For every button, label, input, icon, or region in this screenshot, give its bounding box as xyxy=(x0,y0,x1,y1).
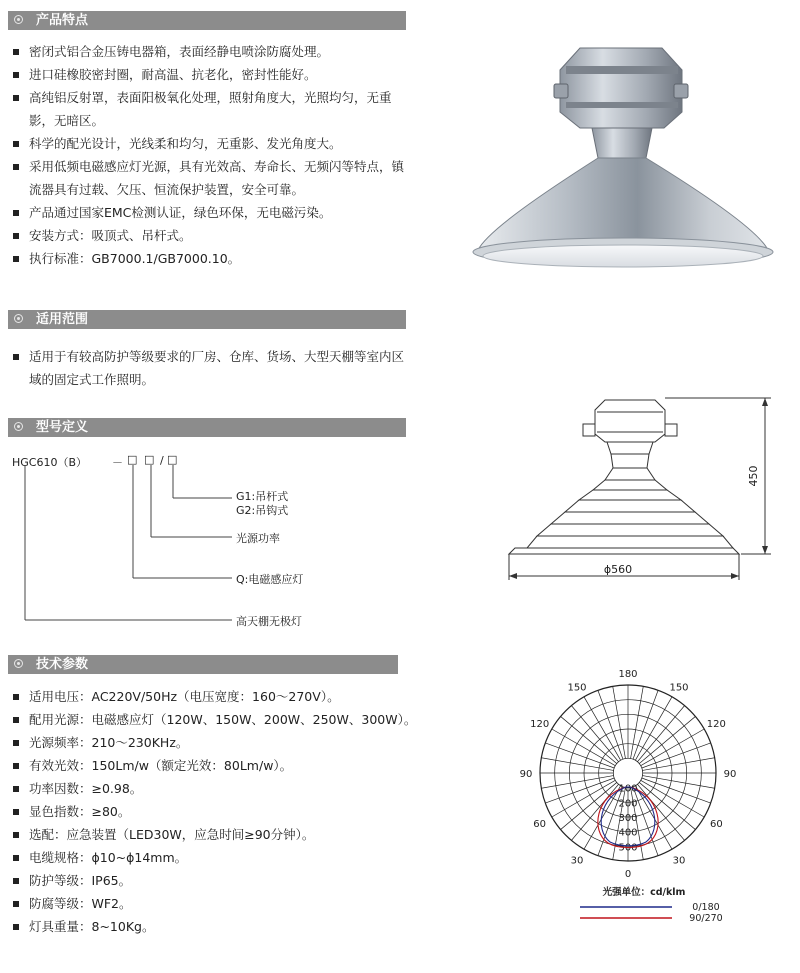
list-item: 光源频率：210～230KHz。 xyxy=(8,731,468,754)
polar-ring-label: 300 xyxy=(618,813,638,824)
list-item: 安装方式：吸顶式、吊杆式。 xyxy=(8,224,412,247)
polar-ring-label: 500 xyxy=(618,842,638,854)
list-item: 进口硅橡胶密封圈，耐高温、抗老化，密封性能好。 xyxy=(8,63,412,86)
polar-diagram xyxy=(505,665,775,930)
polar-spoke xyxy=(637,784,684,840)
section-title: 技术参数 xyxy=(36,657,89,672)
polar-spoke xyxy=(561,716,617,763)
label-name: 高天棚无极灯 xyxy=(236,615,302,628)
model-code: HGC610（B） xyxy=(12,456,88,469)
list-item: 防护等级：IP65。 xyxy=(8,869,468,892)
polar-angle-label: 150 xyxy=(567,682,587,694)
list-item: 采用低频电磁感应灯光源，具有光效高、寿命长、无频闪等特点，镇流器具有过载、欠压、恒流保护装置，安全可靠。 xyxy=(8,155,412,201)
circle-icon xyxy=(14,314,23,323)
label-g2: G2:吊钩式 xyxy=(236,504,289,517)
polar-spoke xyxy=(571,784,618,840)
polar-angle-label: 0 xyxy=(624,869,632,880)
circle-icon xyxy=(14,659,23,668)
height-label: 450 xyxy=(747,465,760,487)
polar-ring-label: 400 xyxy=(618,827,638,839)
section-header-model xyxy=(8,418,406,437)
section-title: 型号定义 xyxy=(36,420,89,435)
model-box-3: □ xyxy=(167,453,178,466)
polar-spoke xyxy=(571,706,618,762)
polar-angle-label: 150 xyxy=(669,682,689,694)
polar-spoke xyxy=(637,706,684,762)
list-item: 产品通过国家EMC检测认证，绿色环保，无电磁污染。 xyxy=(8,201,412,224)
section-title: 产品特点 xyxy=(36,13,89,28)
model-sep: － xyxy=(112,456,123,469)
polar-angle-label: 120 xyxy=(706,719,726,730)
circle-icon xyxy=(14,422,23,431)
dimension-drawing xyxy=(495,388,785,588)
label-power: 光源功率 xyxy=(236,532,280,545)
list-item: 防腐等级：WF2。 xyxy=(8,892,468,915)
polar-angle-label: 90 xyxy=(519,769,533,780)
list-item: 密闭式铝合金压铸电器箱，表面经静电喷涂防腐处理。 xyxy=(8,40,412,63)
list-item: 高纯铝反射罩，表面阳极氧化处理，照射角度大，光照均匀，无重影，无暗区。 xyxy=(8,86,412,132)
list-item: 执行标准：GB7000.1/GB7000.10。 xyxy=(8,247,412,270)
legend-label: 0/180 xyxy=(692,902,720,913)
polar-ring-label: 200 xyxy=(618,798,638,810)
list-item: 电缆规格：ϕ10~ϕ14mm。 xyxy=(8,846,468,869)
unit-label: 光强单位：cd/klm xyxy=(602,887,686,898)
polar-angle-label: 180 xyxy=(618,669,638,680)
polar-angle-label: 60 xyxy=(709,819,723,830)
list-item: 适用电压：AC220V/50Hz（电压宽度：160～270V）。 xyxy=(8,685,468,708)
list-item: 功率因数：≥0.98。 xyxy=(8,777,468,800)
list-item: 适用于有较高防护等级要求的厂房、仓库、货场、大型天棚等室内区域的固定式工作照明。 xyxy=(8,345,412,391)
list-item: 科学的配光设计，光线柔和均匀，无重影、发光角度大。 xyxy=(8,132,412,155)
section-title: 适用范围 xyxy=(36,312,89,327)
specs-list xyxy=(8,685,468,938)
diameter-label: ϕ560 xyxy=(603,563,633,576)
polar-ring-label: 100 xyxy=(618,783,638,795)
section-header-specs xyxy=(8,655,398,674)
polar-angle-label: 60 xyxy=(533,819,547,830)
polar-spoke xyxy=(639,716,695,763)
label-g1: G1:吊杆式 xyxy=(236,490,289,503)
features-list xyxy=(8,40,412,270)
legend-label: 90/270 xyxy=(689,913,723,924)
polar-angle-label: 30 xyxy=(672,855,686,867)
model-tree-lines xyxy=(0,465,400,630)
list-item: 选配：应急装置（LED30W，应急时间≥90分钟）。 xyxy=(8,823,468,846)
label-q: Q:电磁感应灯 xyxy=(236,573,304,586)
list-item: 灯具重量：8~10Kg。 xyxy=(8,915,468,938)
section-header-features xyxy=(8,11,406,30)
polar-angle-label: 30 xyxy=(570,855,584,867)
polar-spoke xyxy=(639,782,695,829)
section-header-scope xyxy=(8,310,406,329)
list-item: 显色指数：≥80。 xyxy=(8,800,468,823)
model-box-1: □ xyxy=(127,453,138,466)
list-item: 配用光源：电磁感应灯（120W、150W、200W、250W、300W）。 xyxy=(8,708,468,731)
list-item: 有效光效：150Lm/w（额定光效：80Lm/w）。 xyxy=(8,754,468,777)
scope-list xyxy=(8,345,412,391)
model-box-2: □ xyxy=(144,453,155,466)
model-slash: / xyxy=(160,454,164,467)
polar-spoke xyxy=(561,782,617,829)
polar-angle-label: 90 xyxy=(723,769,737,780)
circle-icon xyxy=(14,15,23,24)
lamp-photo xyxy=(468,40,778,275)
polar-angle-label: 120 xyxy=(530,719,550,730)
